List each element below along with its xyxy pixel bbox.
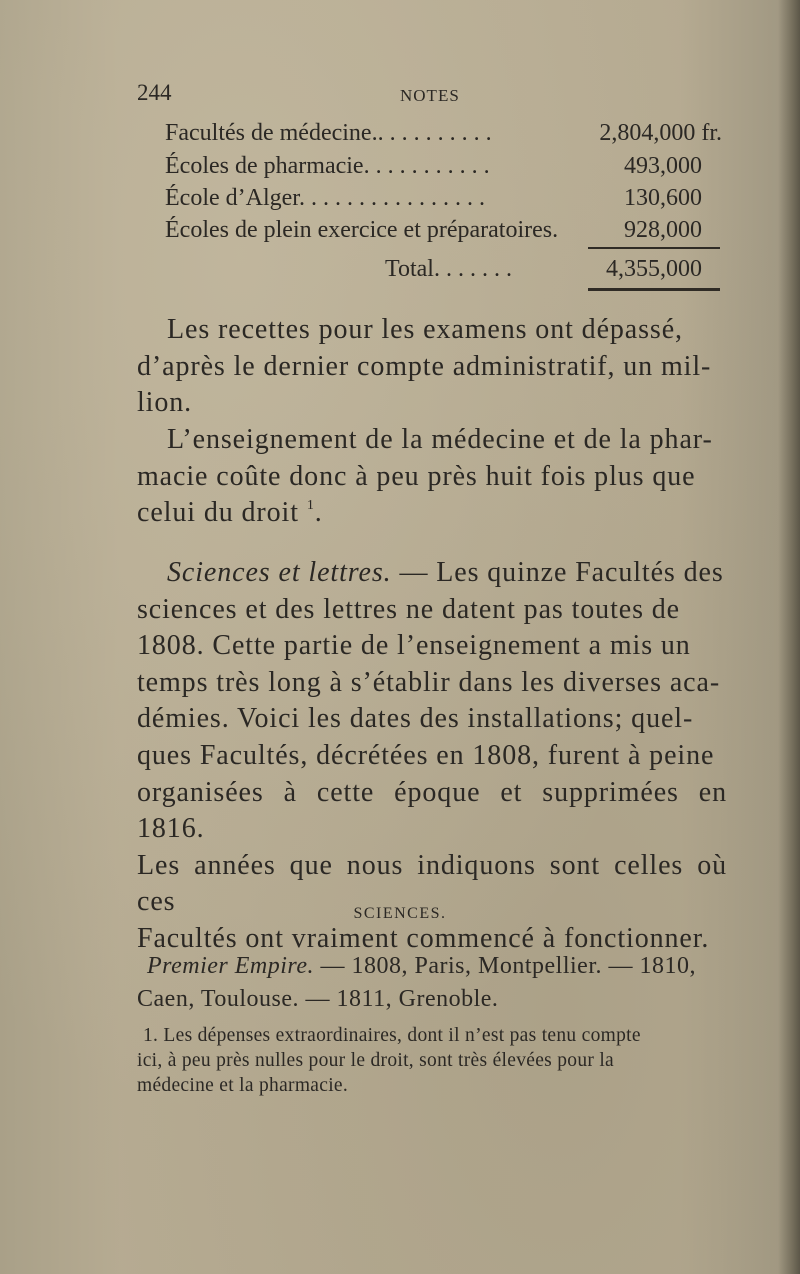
text-line: Les années que nous indiquons sont celles où ces [137, 849, 727, 918]
total-rule [588, 288, 720, 291]
table-row-label: Écoles de pharmacie. . . . . . . . . . . [165, 153, 490, 179]
text-line: organisées à cette époque et supprimées en 1816. [137, 776, 727, 845]
text-line [137, 555, 727, 592]
footnote-line: médecine et la pharmacie. [137, 1075, 349, 1096]
running-title: NOTES [400, 86, 460, 105]
text-line: lion. [137, 387, 193, 419]
section-heading-sciences: SCIENCES. [353, 905, 447, 922]
text-line: 1808. Cette partie de l’enseignement a mis un [137, 630, 691, 662]
text-line: L’enseignement de la médecine et de la phar- [167, 424, 713, 455]
footnote-ref: 1 [306, 498, 315, 514]
table-row-value: 493,000 [624, 153, 702, 179]
italic-label: Premier Empire. [147, 953, 315, 979]
text-fragment: . [314, 497, 323, 529]
table-row-label: Facultés de médecine.. . . . . . . . . . [165, 120, 492, 146]
footnote-line: 1. Les dépenses extraordinaires, dont il n’est pas tenu compte [143, 1025, 641, 1046]
paragraph-cost [137, 422, 727, 532]
footnote [137, 1023, 717, 1098]
text-fragment: celui du droit [137, 497, 299, 529]
paragraph-sciences-lettres [137, 555, 727, 958]
total-value: 4,355,000 [606, 256, 702, 282]
italic-heading: Sciences et lettres. [167, 557, 392, 588]
text-line: ques Facultés, décrétées en 1808, furent à peine [137, 739, 715, 771]
text-line: d’après le dernier compte administratif, un mil- [137, 350, 712, 382]
sum-rule [588, 247, 720, 249]
text-line: Les recettes pour les examens ont dépassé, [167, 314, 683, 345]
text-fragment: — 1808, Paris, Montpellier. — 1810, [314, 953, 696, 979]
page-edge-shadow [778, 0, 800, 1274]
text-line: démies. Voici les dates des installations; quel- [137, 703, 694, 735]
page-number: 244 [137, 80, 172, 105]
table-row-value: 928,000 [624, 217, 702, 243]
table-row-label: École d’Alger. . . . . . . . . . . . . . . . [165, 185, 485, 211]
text-fragment: — Les quinze Facultés des [391, 557, 724, 588]
text-line [137, 495, 727, 532]
table-row-value: 2,804,000 fr. [599, 120, 722, 146]
text-line [137, 950, 727, 983]
text-line: Facultés ont vraiment commencé à fonctionner. [137, 922, 710, 954]
text-line: Caen, Toulouse. — 1811, Grenoble. [137, 986, 499, 1012]
text-line: sciences et des lettres ne datent pas toutes de [137, 593, 681, 625]
paragraph-receipts [137, 312, 727, 422]
footnote-line: ici, à peu près nulles pour le droit, sont très élevées pour la [137, 1050, 615, 1071]
table-row-label: Écoles de plein exercice et préparatoires. [165, 217, 559, 243]
table-row-value: 130,600 [624, 185, 702, 211]
text-line: macie coûte donc à peu près huit fois plus que [137, 460, 696, 492]
total-label: Total. . . . . . . [385, 256, 512, 282]
empire-list [137, 950, 727, 1016]
text-line: temps très long à s’établir dans les diverses aca- [137, 666, 721, 698]
